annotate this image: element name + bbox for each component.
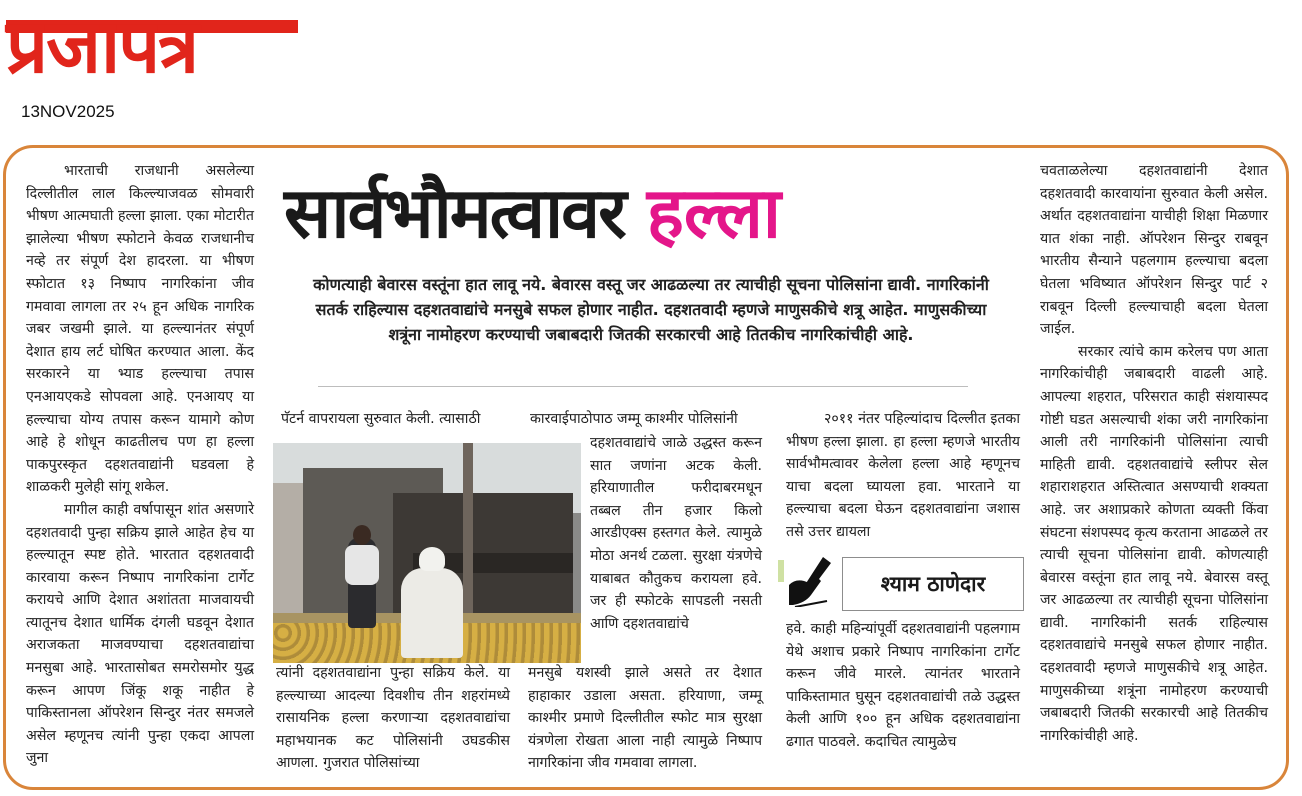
article-column-3-top: कारवाईपाठोपाठ जम्मू काश्मीर पोलिसांनी (530, 411, 738, 427)
article-column-2-bottom: त्यांनी दहशतवाद्यांना पुन्हा सक्रिय केले. या हल्ल्याच्या आदल्या दिवशीच तीन शहरांमध्ये रासायनिक हल्ला करणाऱ्या दहशतवाद्यांचा महाभयानक कट पोलिसांनी उघडकीस आणला. गुजरात पोलिसांच्या (276, 665, 510, 772)
article-column-1 (26, 160, 254, 770)
byline-box (842, 557, 1024, 611)
pen-hand-icon (787, 555, 835, 607)
byline-marker (778, 560, 784, 582)
article-column-3-wrap: दहशतवाद्यांचे जाळे उद्धस्त करून सात जणांना अटक केली. हरियाणातील फरीदाबरमधून तब्बल तीन हजार किलो आरडीएक्स हस्तगत केले. त्यामुळे मोठा अनर्थ टळला. सुरक्षा यंत्रणेचे याबाबत कौतुकच करायला हवे. जर ही स्फोटके सापडली नसती आणि दहशतवाद्यांचे (590, 435, 762, 632)
article-column-3-bottom: मनसुबे यशस्वी झाले असते तर देशात हाहाकार उडाला असता. हरियाणा, जम्मू काश्मीर प्रमाणे दिल्लीतील स्फोट मात्र सुरक्षा यंत्रणेला रोखता आला नाही त्यामुळे निष्पाप नागरिकांना जीव गमवावा लागला. (528, 665, 762, 772)
newspaper-masthead (6, 4, 298, 90)
article-headline (284, 170, 1024, 260)
newspaper-logo: प्रजापत्र (6, 4, 198, 90)
article-photo (273, 443, 581, 663)
author-name: श्याम ठाणेदार (880, 572, 986, 596)
paragraph: मागील काही वर्षापासून शांत असणारे दहशतवादी पुन्हा सक्रिय झाले आहेत हेच या हल्ल्यातून स्पष्ट होते. भारतात दहशतवादी कारवाया करून निष्पाप नागरिकांना टार्गेट करायचे आणि देशात अशांतता माजवायची त्यातूनच देशात धार्मिक दंगली घडवून देशात अराजकता माजवण्याचा दहशतवाद्यांचा मनसुबा आहे. भारतासोबत समरोसमोर युद्ध करून आपण जिंकू शकू नाहीत हे पाकिस्तानला ऑपरेशन सिन्दुर नंतर समजले असेल म्हणूनच त्यांनी पुन्हा एकदा आपला जुना (26, 501, 254, 767)
paragraph: भारताची राजधानी असलेल्या दिल्लीतील लाल किल्ल्याजवळ सोमवारी भीषण आत्मघाती हल्ला झाला. एका मोटारीत झालेल्या भीषण स्फोटाने केवळ राजधानीच नव्हे तर संपूर्ण देश हादरला. या भीषण स्फोटात १३ निष्पाप नागरिकांना जीव गमवावा लागला तर २५ हून अधिक नागरिक जबर जखमी झाले. या हल्ल्यानंतर संपूर्ण देशात हाय लर्ट घोषित करण्यात आला. केंद सरकारने या भ्याड हल्ल्याचा तपास एनआयएकडे सोपवला आहे. एनआयए या हल्ल्याचा योग्य तपास करून यामागे कोण आहे हे शोधून काढतीलच पण हा हल्ला पाकपुरस्कृत दहशतवाद्यांनी घडवला हे शाळकरी मुलेही सांगू शकेल. (26, 163, 254, 496)
publication-date: 13NOV2025 (21, 102, 115, 121)
article-column-4-bottom: हवे. काही महिन्यांपूर्वी दहशतवाद्यांनी पहलगाम येथे अशाच प्रकारे निष्पाप नागरिकांना टार्गेट करून जीवे मारले. त्यानंतर भारताने पाकिस्तामात घुसून दहशतवाद्यांची तळे उद्धस्त केली आणि १०० हून अधिक दहशतवाद्यांना ढगात पाठवले. कदाचित त्यामुळेच (786, 621, 1020, 750)
divider (318, 386, 968, 387)
article-column-4-top: २०११ नंतर पहिल्यांदाच दिल्लीत इतका भीषण हल्ला झाला. हा हल्ला म्हणजे भारतीय सार्वभौमत्वावर केलेला हल्ला आहे म्हणूनच याचा बदला घ्यायला हवा. भारताने या हल्ल्याचा बदला घेऊन दहशतवाद्यांना जशास तसे उत्तर द्यायला (786, 411, 1020, 540)
article-column-5 (1040, 160, 1268, 747)
article-deck: कोणत्याही बेवारस वस्तूंना हात लावू नये. बेवारस वस्तू जर आढळल्या तर त्याचीही सूचना पोलिसांना द्यावी. नागरिकांनी सतर्क राहिल्यास दहशतवाद्यांचे मनसुबे सफल होणार नाहीत. दहशतवादी म्हणजे माणुसकीचे शत्रू आहेत. माणुसकीच्या शत्रूंना नामोहरण करण्याची जबाबदारी जितकी सरकारची आहे तितकीच नागरिकांचीही आहे. (313, 275, 989, 344)
headline-main: सार्वभौमत्वावर (284, 172, 625, 254)
headline-accent: हल्ला (646, 172, 782, 254)
paragraph: चवताळलेल्या दहशतवाद्यांनी देशात दहशतवादी कारवायांना सुरुवात केली असेल. अर्थात दहशतवाद्यांना याचीही शिक्षा मिळणार यात शंका नाही. ऑपरेशन सिन्दुर राबवून भारतीय सैन्याने पहलगाम हल्ल्याचा बदला घेतला भविष्यात ऑपरेशन सिन्दुर पार्ट २ राबवून दिल्ली हल्ल्याचाही बदला घेतला जाईल. (1040, 163, 1268, 338)
article-column-2-top: पॅटर्न वापरायला सुरुवात केली. त्यासाठी (281, 411, 481, 427)
paragraph: सरकार त्यांचे काम करेलच पण आता नागरिकांचीही जबाबदारी वाढली आहे. आपल्या शहरात, परिसरात काही संशयास्पद गोष्टी घडत असल्याची शंका जरी नागरिकांना आली तरी नागरिकांनी पोलिसांना त्याची माहिती द्यावी. दहशतवाद्यांचे स्लीपर सेल शहाराशहरात अस्तित्वात असण्याची शक्यता आहे. जर अशाप्रकारे कोणता व्यक्ती किंवा संघटना संशपस्पद कृत्य करताना आढळले तर त्याची सूचना पोलिसांना द्यावी. कोणत्याही बेवारस वस्तूंना हात लावू नये. बेवारस वस्तू जर आढळल्या तर त्याचीही सूचना पोलिसांना द्यावी. नागरिकांनी सतर्क राहिल्यास दहशतवाद्यांचे मनसुबे सफल होणार नाहीत. दहशतवादी म्हणजे माणुसकीचे शत्रू आहेत. माणुसकीच्या शत्रूंना नामोहरण करण्याची जबाबदारी जितकी सरकारची आहे तितकीच नागरिकांचीही आहे. (1040, 343, 1268, 744)
